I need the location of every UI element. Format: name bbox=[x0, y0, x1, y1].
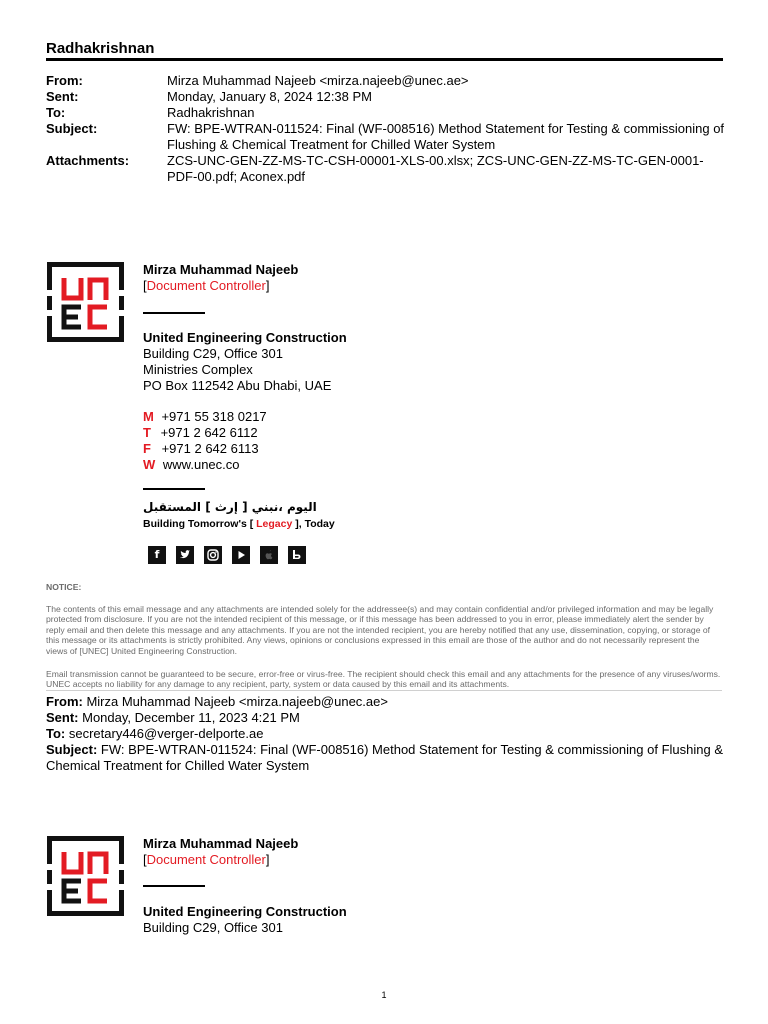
web-label: W bbox=[143, 457, 156, 472]
instagram-icon[interactable] bbox=[204, 546, 222, 564]
signature-role bbox=[143, 278, 269, 294]
email2-from-value[interactable]: Mirza Muhammad Najeeb <mirza.najeeb@unec.ae> bbox=[82, 694, 388, 709]
mobile-value[interactable]: +971 55 318 0217 bbox=[161, 409, 267, 424]
subject-label: Subject: bbox=[46, 121, 98, 136]
email2-subject-value-line1: FW: BPE-WTRAN-011524: Final (WF-008516) Method Statement for Testing & commissioning of Flushing & bbox=[97, 742, 723, 757]
signature2-company: United Engineering Construction bbox=[143, 904, 347, 919]
unec-logo-2 bbox=[47, 836, 124, 921]
youtube-icon[interactable] bbox=[232, 546, 250, 564]
email2-from-row bbox=[46, 694, 726, 710]
bracket-open: [ bbox=[143, 278, 147, 293]
from-value[interactable]: Mirza Muhammad Najeeb <mirza.najeeb@unec.ae> bbox=[167, 73, 469, 88]
bracket-open-2: [ bbox=[143, 852, 147, 867]
email2-subject-row bbox=[46, 742, 736, 758]
mobile-row bbox=[143, 409, 267, 425]
mobile-label: M bbox=[143, 409, 154, 424]
apple-icon[interactable] bbox=[260, 546, 278, 564]
behance-icon[interactable] bbox=[288, 546, 306, 564]
tel-value[interactable]: +971 2 642 6112 bbox=[160, 425, 258, 440]
notice-divider bbox=[46, 690, 722, 691]
twitter-icon[interactable] bbox=[176, 546, 194, 564]
web-link[interactable]: www.unec.co bbox=[162, 457, 240, 472]
signature2-role bbox=[143, 852, 269, 868]
signature-divider bbox=[143, 312, 205, 314]
address-line2: Ministries Complex bbox=[143, 362, 253, 377]
attachments-value-line1[interactable]: ZCS-UNC-GEN-ZZ-MS-TC-CSH-00001-XLS-00.xlsx; ZCS-UNC-GEN-ZZ-MS-TC-GEN-0001- bbox=[167, 153, 704, 168]
unec-logo bbox=[47, 262, 124, 347]
web-row bbox=[143, 457, 240, 473]
from-label: From: bbox=[46, 73, 83, 88]
bracket-close: ] bbox=[265, 278, 270, 293]
company-name: United Engineering Construction bbox=[143, 330, 347, 345]
fax-row bbox=[143, 441, 259, 457]
signature2-name: Mirza Muhammad Najeeb bbox=[143, 836, 299, 851]
tel-label: T bbox=[143, 425, 151, 440]
signature-name: Mirza Muhammad Najeeb bbox=[143, 262, 299, 277]
subject-value-line2: Flushing & Chemical Treatment for Chilled Water System bbox=[167, 137, 496, 152]
signature-divider-2 bbox=[143, 488, 205, 490]
sent-label: Sent: bbox=[46, 89, 79, 104]
email2-sent-label: Sent: bbox=[46, 710, 79, 725]
fax-value: +971 2 642 6113 bbox=[161, 441, 259, 456]
role-text-2: Document Controller bbox=[146, 852, 266, 867]
tagline-part2: ], Today bbox=[292, 518, 335, 530]
header-rule bbox=[46, 58, 723, 61]
bracket-close-2: ] bbox=[265, 852, 270, 867]
fax-label: F bbox=[143, 441, 151, 456]
attachments-label: Attachments: bbox=[46, 153, 130, 168]
signature2-address-line1: Building C29, Office 301 bbox=[143, 920, 283, 935]
to-value: Radhakrishnan bbox=[167, 105, 255, 120]
subject-value-line1: FW: BPE-WTRAN-011524: Final (WF-008516) Method Statement for Testing & commissioning of bbox=[167, 121, 725, 136]
address-line1: Building C29, Office 301 bbox=[143, 346, 283, 361]
email2-to-value[interactable]: secretary446@verger-delporte.ae bbox=[65, 726, 264, 741]
email2-from-label: From: bbox=[46, 694, 83, 709]
notice-paragraph-2: Email transmission cannot be guaranteed to be secure, error-free or virus-free. The recipient should check this email and any attachments for the presence of any viruses/worms. UNEC accepts no liability for any damage to any recipient, party, system or data caused by this email and its attachments. bbox=[46, 669, 721, 690]
attachments-value-line2[interactable]: PDF-00.pdf; Aconex.pdf bbox=[167, 169, 306, 184]
tagline-legacy: Legacy bbox=[256, 518, 293, 530]
to-label: To: bbox=[46, 105, 66, 120]
email2-sent-value: Monday, December 11, 2023 4:21 PM bbox=[78, 710, 300, 725]
sent-value: Monday, January 8, 2024 12:38 PM bbox=[167, 89, 372, 104]
email2-subject-label: Subject: bbox=[46, 742, 98, 757]
tagline-part1: Building Tomorrow's [ bbox=[143, 518, 257, 530]
address-line3: PO Box 112542 Abu Dhabi, UAE bbox=[143, 378, 332, 393]
page-number: 1 bbox=[381, 990, 387, 1000]
english-tagline bbox=[143, 518, 335, 531]
email2-subject-value-line2: Chemical Treatment for Chilled Water System bbox=[46, 758, 310, 773]
email2-to-row bbox=[46, 726, 726, 742]
arabic-tagline: اليوم ،نبني [ إرث ] المستقبل bbox=[143, 500, 317, 514]
notice-title: NOTICE: bbox=[46, 582, 82, 592]
signature2-divider bbox=[143, 885, 205, 887]
facebook-icon[interactable]: f bbox=[148, 546, 166, 564]
email2-to-label: To: bbox=[46, 726, 66, 741]
notice-paragraph-1: The contents of this email message and any attachments are intended solely for the addressee(s) and may contain confidential and/or privileged information and may be legally protected from disclosure. If you are not the intended recipient of this message, or if this message has been addressed to you in error, please immediately alert the sender by reply email and then delete this message and any attachments. If you are not the intended recipient, you are hereby notified that any use, dissemination, copying, or storage of this message or its attachments is strictly prohibited. Any views, opinions or conclusions expressed in this email are those of the author and do not necessarily represent the views of [UNEC] United Engineering Construction. bbox=[46, 604, 714, 656]
page-title: Radhakrishnan bbox=[46, 40, 155, 57]
tel-row bbox=[143, 425, 258, 441]
email2-sent-row bbox=[46, 710, 726, 726]
role-text: Document Controller bbox=[146, 278, 266, 293]
